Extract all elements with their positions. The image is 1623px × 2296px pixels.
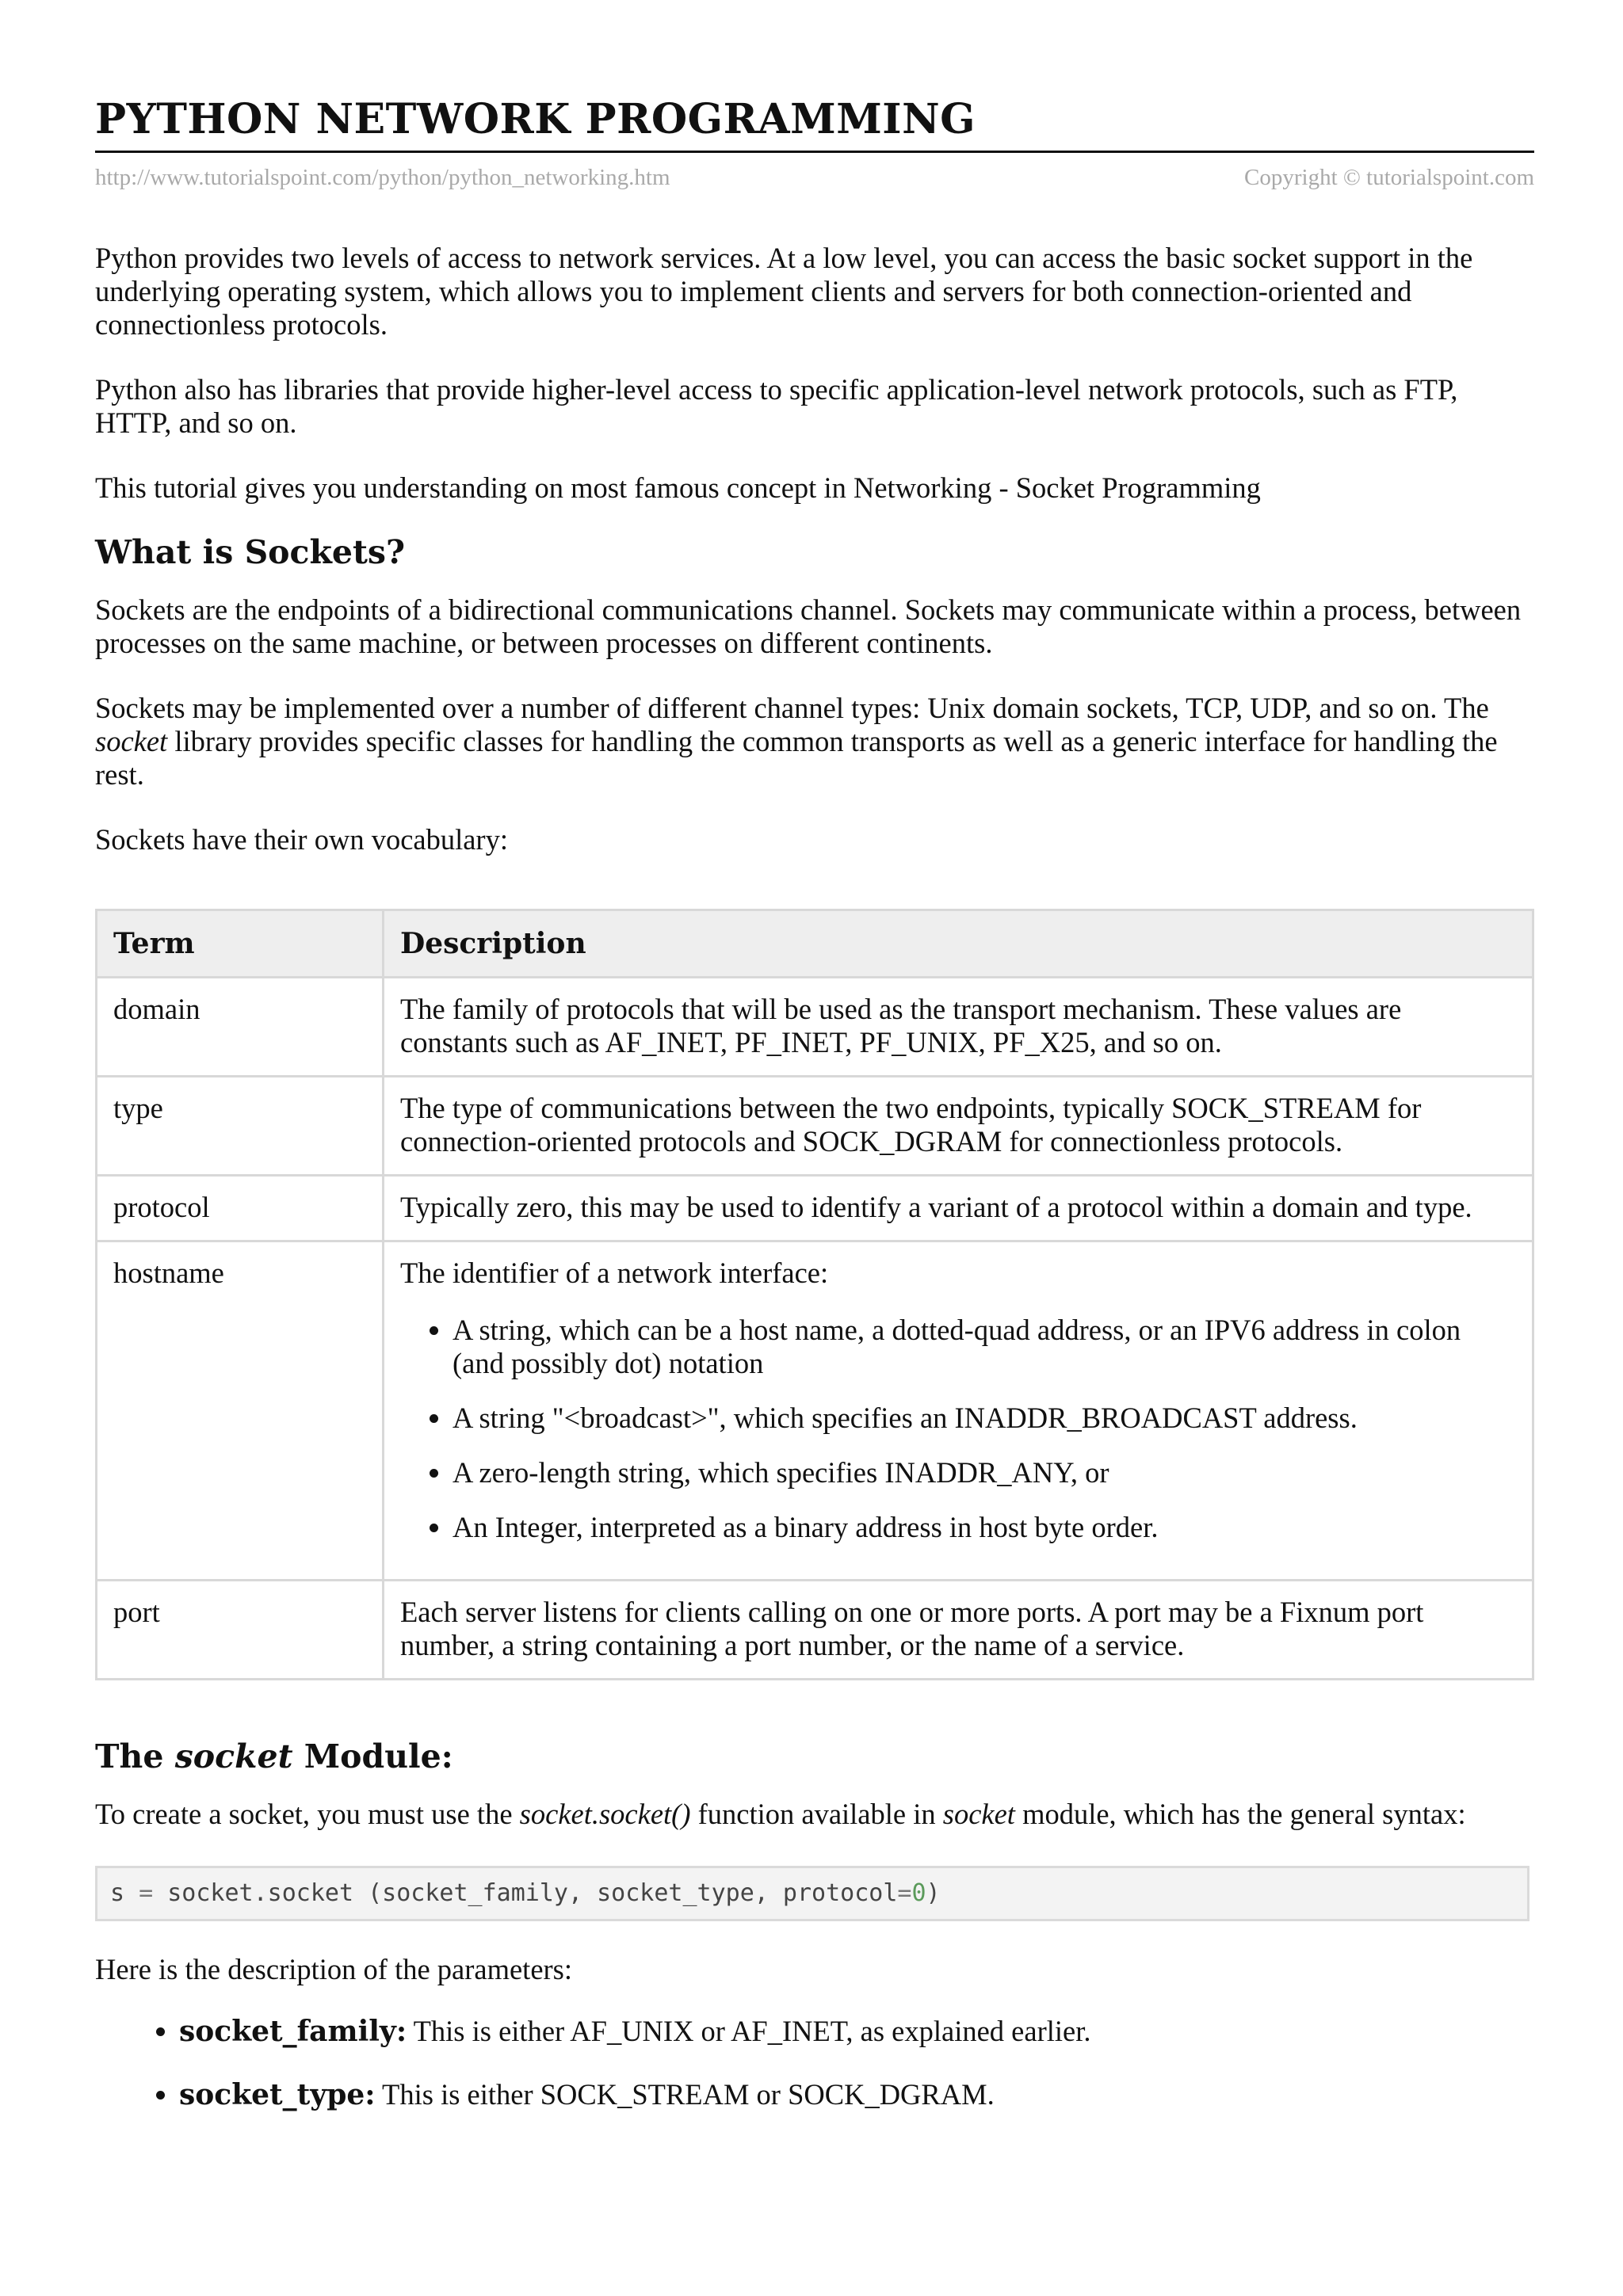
table-row	[97, 1241, 1533, 1581]
hostname-description: The identifier of a network interface:	[400, 1257, 829, 1289]
parameters-intro: Here is the description of the parameters:	[95, 1953, 573, 1985]
column-header-term: Term	[97, 910, 384, 978]
term-cell: port	[97, 1581, 384, 1680]
description-cell	[384, 1241, 1533, 1581]
column-header-description: Description	[384, 910, 1533, 978]
socket-module-heading: The socket Module:	[95, 1737, 453, 1775]
parameter-name: socket_type:	[179, 2078, 376, 2111]
code-block[interactable]: s = socket.socket (socket_family, socket_type, protocol=0)	[95, 1866, 1529, 1921]
list-item: • socket_family: This is either AF_UNIX or AF_INET, as explained earlier.	[179, 2015, 1534, 2048]
intro-paragraph-1: Python provides two levels of access to network services. At a low level, you can access the basic socket support in the underlying operating system, which allows you to implement clients and servers for both connection-oriented and connectionless protocols.	[95, 242, 1473, 341]
list-item: • A string "<broadcast>", which specifies an INADDR_BROADCAST address.	[453, 1402, 1516, 1435]
list-item: • A zero-length string, which specifies INADDR_ANY, or	[453, 1456, 1516, 1489]
page-meta	[95, 162, 1534, 193]
intro-paragraph-2: Python also has libraries that provide higher-level access to specific application-level network protocols, such as FTP, HTTP, and so on.	[95, 373, 1458, 439]
document-page	[95, 0, 1534, 2142]
description-cell: The family of protocols that will be used as the transport mechanism. These values are constants such as AF_INET, PF_INET, PF_UNIX, PF_X25, and so on.	[384, 978, 1533, 1077]
intro-paragraph-3: This tutorial gives you understanding on most famous concept in Networking - Socket Programming	[95, 471, 1261, 504]
parameters-list	[95, 2015, 1534, 2111]
socket-module-paragraph: To create a socket, you must use the socket.socket() function available in socket module, which has the general syntax:	[95, 1798, 1466, 1830]
table-header-row	[97, 910, 1533, 978]
copyright-notice: Copyright © tutorialspoint.com	[1244, 165, 1534, 190]
table-row	[97, 1176, 1533, 1241]
description-cell: The type of communications between the two endpoints, typically SOCK_STREAM for connection-oriented protocols and SOCK_DGRAM for connectionless protocols.	[384, 1077, 1533, 1176]
source-url: http://www.tutorialspoint.com/python/python_networking.htm	[95, 165, 670, 190]
socket-library-term: socket	[95, 725, 168, 757]
list-item: • socket_type: This is either SOCK_STREAM or SOCK_DGRAM.	[179, 2078, 1534, 2111]
term-cell: type	[97, 1077, 384, 1176]
hostname-options-list	[400, 1314, 1516, 1544]
list-item: • A string, which can be a host name, a dotted-quad address, or an IPV6 address in colon (and possibly dot) notation	[453, 1314, 1516, 1380]
sockets-heading: What is Sockets?	[95, 533, 406, 571]
description-cell: Each server listens for clients calling on one or more ports. A port may be a Fixnum port number, a string containing a port number, or the name of a service.	[384, 1581, 1533, 1680]
sockets-paragraph-2: Sockets may be implemented over a number of different channel types: Unix domain sockets, TCP, UDP, and so on. The socket library provides specific classes for handling the common transports as well as a generic interface for handling the rest.	[95, 692, 1498, 791]
table-row	[97, 1077, 1533, 1176]
term-cell: domain	[97, 978, 384, 1077]
sockets-paragraph-1: Sockets are the endpoints of a bidirectional communications channel. Sockets may communicate within a process, between processes on the same machine, or between processes on different continents.	[95, 593, 1522, 659]
page-title: PYTHON NETWORK PROGRAMMING	[95, 95, 976, 143]
term-cell: hostname	[97, 1241, 384, 1581]
table-row	[97, 978, 1533, 1077]
vocabulary-table	[95, 909, 1534, 1680]
title-divider	[95, 151, 1534, 153]
table-row	[97, 1581, 1533, 1680]
sockets-paragraph-3: Sockets have their own vocabulary:	[95, 823, 508, 856]
description-cell: Typically zero, this may be used to identify a variant of a protocol within a domain and type.	[384, 1176, 1533, 1241]
list-item: • An Integer, interpreted as a binary address in host byte order.	[453, 1511, 1516, 1544]
parameter-name: socket_family:	[179, 2015, 407, 2048]
term-cell: protocol	[97, 1176, 384, 1241]
